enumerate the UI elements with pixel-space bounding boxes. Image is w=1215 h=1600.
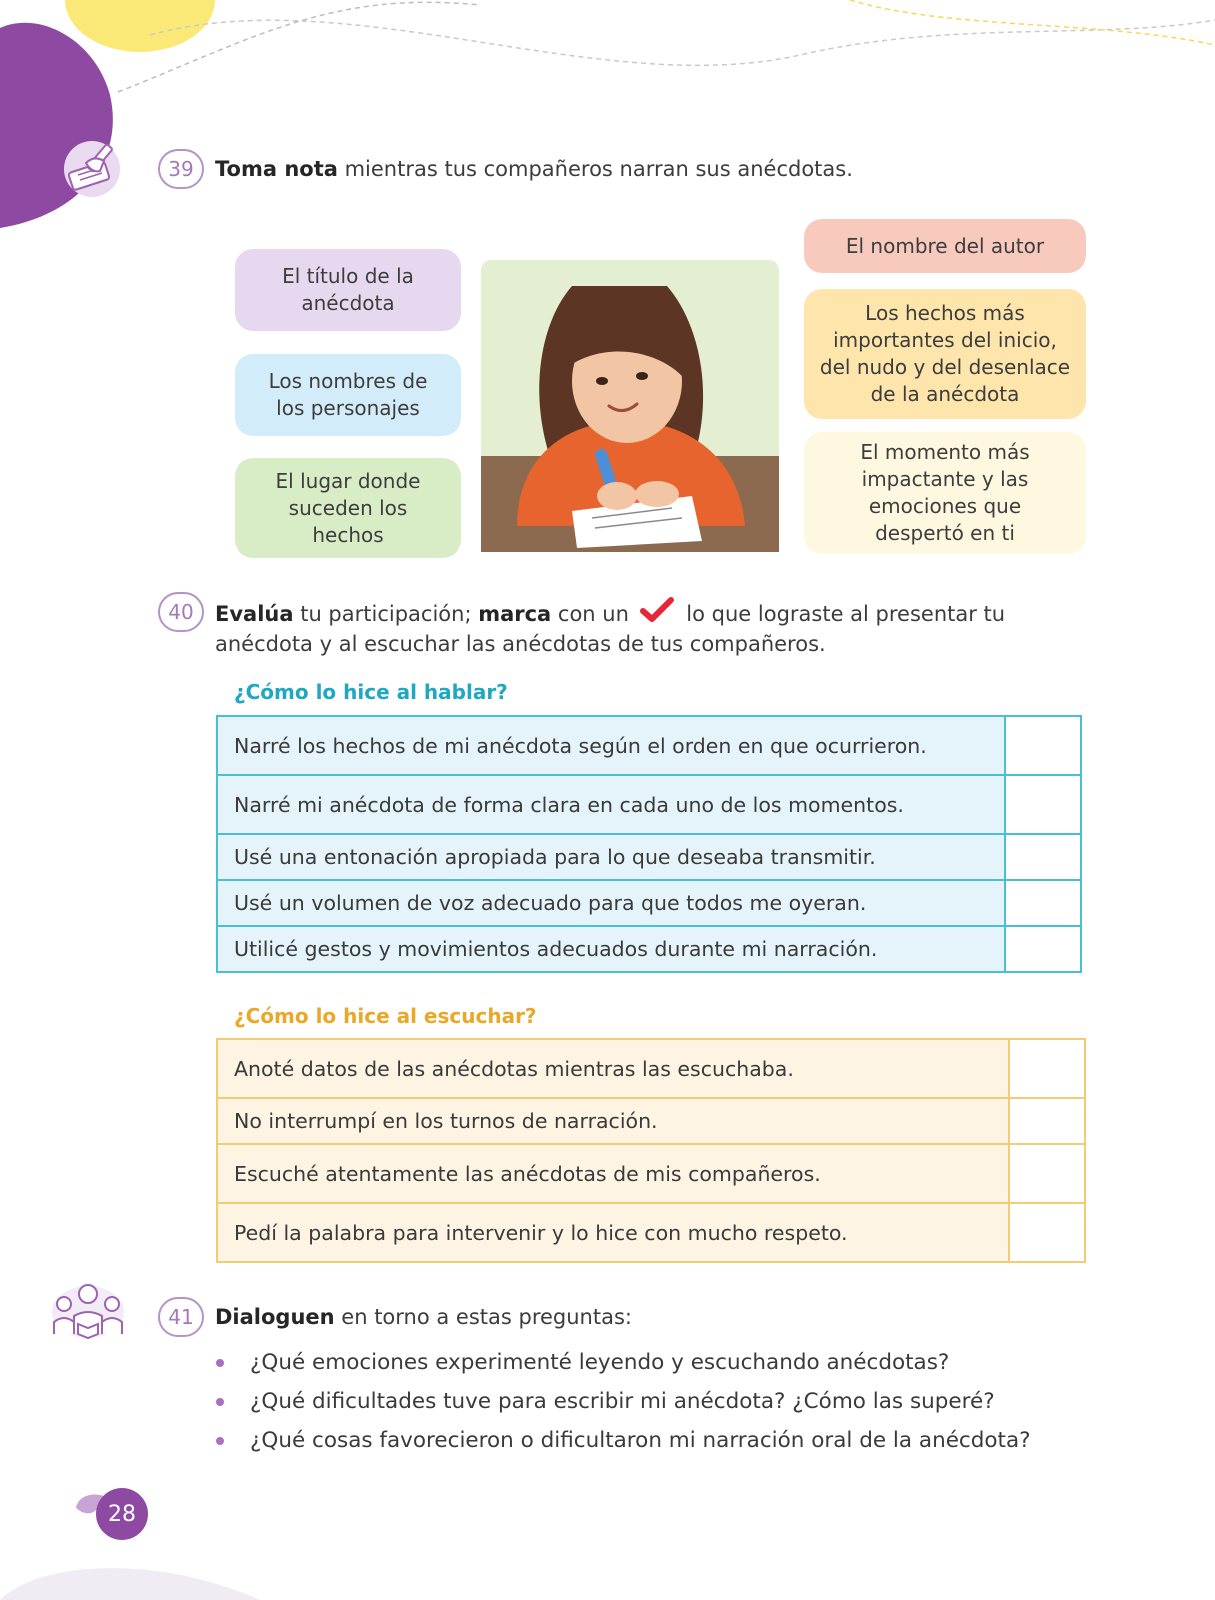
group-reading-icon	[48, 1280, 128, 1340]
check-box[interactable]	[1005, 775, 1081, 834]
note-box-place	[235, 458, 461, 558]
list-item	[216, 1343, 1031, 1382]
activity-number-40: 40	[158, 592, 204, 632]
instruction-bold: Evalúa	[215, 602, 294, 626]
checkmark-icon	[640, 597, 674, 625]
note-box-characters	[235, 354, 461, 436]
table-row	[217, 926, 1081, 972]
check-box[interactable]	[1005, 926, 1081, 972]
instruction-text: con un	[551, 602, 629, 626]
check-box[interactable]	[1005, 834, 1081, 880]
list-item	[216, 1421, 1031, 1460]
activity-39-instruction	[215, 154, 853, 184]
table-cell-text: Narré mi anécdota de forma clara en cada uno de los momentos.	[217, 775, 1005, 834]
table-row	[217, 880, 1081, 926]
note-box-important-facts	[804, 289, 1086, 419]
speak-section-title: ¿Cómo lo hice al hablar?	[234, 680, 508, 704]
table-row	[217, 1039, 1085, 1098]
instruction-text: tu participación;	[293, 602, 479, 626]
check-box[interactable]	[1005, 880, 1081, 926]
listen-section-title: ¿Cómo lo hice al escuchar?	[234, 1004, 537, 1028]
instruction-bold: marca	[478, 602, 552, 626]
note-box-impactful-moment	[804, 432, 1086, 554]
instruction-text: en torno a estas preguntas:	[334, 1305, 632, 1329]
question-text: ¿Qué dificultades tuve para escribir mi anécdota? ¿Cómo las superé?	[250, 1389, 995, 1414]
writing-hand-icon	[62, 137, 128, 197]
bullet-icon	[216, 1359, 224, 1367]
table-cell-text: Escuché atentamente las anécdotas de mis compañeros.	[217, 1144, 1009, 1203]
table-cell-text: Anoté datos de las anécdotas mientras las escuchaba.	[217, 1039, 1009, 1098]
note-box-author	[804, 219, 1086, 273]
note-text: El título de la anécdota	[282, 264, 414, 315]
instruction-text: mientras tus compañeros narran sus anécdotas.	[337, 157, 853, 181]
check-box[interactable]	[1009, 1039, 1085, 1098]
girl-writing-illustration	[477, 256, 783, 556]
table-row	[217, 834, 1081, 880]
table-row	[217, 1203, 1085, 1262]
table-cell-text: Usé una entonación apropiada para lo que deseaba transmitir.	[217, 834, 1005, 880]
table-row	[217, 1098, 1085, 1144]
table-row	[217, 716, 1081, 775]
instruction-text: lo que lograste al presentar tu	[686, 602, 1006, 626]
list-item	[216, 1382, 1031, 1421]
activity-41-instruction	[215, 1302, 632, 1332]
activity-number-41: 41	[158, 1297, 204, 1337]
note-text: Los hechos más importantes del inicio, del nudo y del desenlace de la anécdota	[819, 301, 1071, 406]
listen-evaluation-table	[216, 1038, 1086, 1263]
question-text: ¿Qué emociones experimenté leyendo y escuchando anécdotas?	[250, 1350, 950, 1375]
table-row	[217, 1144, 1085, 1203]
note-text: El lugar donde suceden los hechos	[275, 468, 421, 547]
table-cell-text: Utilicé gestos y movimientos adecuados durante mi narración.	[217, 926, 1005, 972]
note-text: El momento más impactante y las emociones que despertó en ti	[860, 440, 1030, 545]
question-list	[216, 1343, 1031, 1460]
table-cell-text: Narré los hechos de mi anécdota según el orden en que ocurrieron.	[217, 716, 1005, 775]
check-box[interactable]	[1009, 1098, 1085, 1144]
check-box[interactable]	[1009, 1144, 1085, 1203]
question-text: ¿Qué cosas favorecieron o dificultaron mi narración oral de la anécdota?	[250, 1428, 1031, 1453]
bullet-icon	[216, 1398, 224, 1406]
activity-40-instruction	[215, 597, 1075, 659]
table-cell-text: Usé un volumen de voz adecuado para que todos me oyeran.	[217, 880, 1005, 926]
note-text: El nombre del autor	[845, 233, 1045, 258]
instruction-bold: Toma nota	[215, 157, 338, 181]
table-cell-text: No interrumpí en los turnos de narración.	[217, 1098, 1009, 1144]
bullet-icon	[216, 1437, 224, 1445]
instruction-bold: Dialoguen	[215, 1305, 335, 1329]
note-text: Los nombres de los personajes	[268, 369, 428, 420]
check-box[interactable]	[1009, 1203, 1085, 1262]
table-cell-text: Pedí la palabra para intervenir y lo hice con mucho respeto.	[217, 1203, 1009, 1262]
speak-evaluation-table	[216, 715, 1082, 973]
note-box-title	[235, 249, 461, 331]
table-row	[217, 775, 1081, 834]
instruction-text: anécdota y al escuchar las anécdotas de tus compañeros.	[215, 632, 826, 656]
page-number: 28	[96, 1488, 148, 1540]
check-box[interactable]	[1005, 716, 1081, 775]
activity-number-39: 39	[158, 149, 204, 189]
